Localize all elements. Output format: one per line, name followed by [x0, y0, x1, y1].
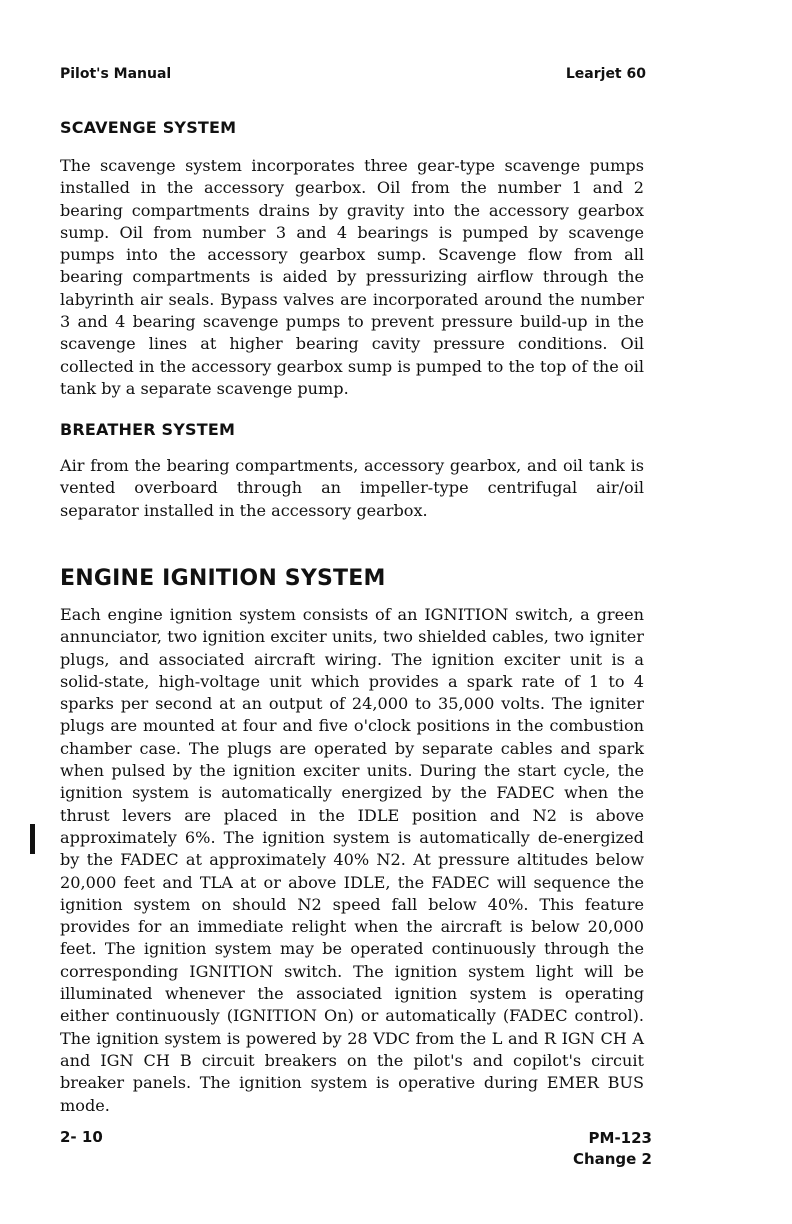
scavenge-heading: SCAVENGE SYSTEM	[60, 118, 237, 137]
page-header	[60, 66, 646, 82]
ignition-paragraph: Each engine ignition system consists of an IGNITION switch, a green annunciator, two ignition exciter units, two shielded cables, two igniter plugs, and associated aircraft wiring. The ignition exciter unit is a solid-state, high-voltage unit which provides a spark rate of 1 to 4 sparks per second at an output of 24,000 to 35,000 volts. The igniter plugs are mounted at four and five o'clock positions in the combustion chamber case. The plugs are operated by separate cables and spark when pulsed by the ignition exciter units. During the start cycle, the ignition system is automatically energized by the FADEC when the thrust levers are placed in the IDLE position and N2 is above approximately 6%. The ignition system is automatically de-energized by the FADEC at approximately 40% N2. At pressure altitudes below 20,000 feet and TLA at or above IDLE, the FADEC will sequence the ignition system on should N2 speed fall below 40%. This feature provides for an immediate relight when the aircraft is below 20,000 feet. The ignition system may be operated continuously through the corresponding IGNITION switch. The ignition system light will be illuminated whenever the associated ignition system is operating either continuously (IGNITION On) or automatically (FADEC control). The ignition system is powered by 28 VDC from the L and R IGN CH A and IGN CH B circuit breakers on the pilot's and copilot's circuit breaker panels. The ignition system is operative during EMER BUS mode.	[60, 605, 644, 1115]
scavenge-paragraph: The scavenge system incorporates three gear-type scavenge pumps installed in the accessory gearbox. Oil from the number 1 and 2 bearing compartments drains by gravity into the accessory gearbox sump. Oil from number 3 and 4 bearings is pumped by scavenge pumps into the accessory gearbox sump. Scavenge flow from all bearing compartments is aided by pressurizing airflow through the labyrinth air seals. Bypass valves are incorporated around the number 3 and 4 bearing scavenge pumps to prevent pressure build-up in the scavenge lines at higher bearing cavity pressure conditions. Oil collected in the accessory gearbox sump is pumped to the top of the oil tank by a separate scavenge pump.	[60, 156, 644, 398]
ignition-heading: ENGINE IGNITION SYSTEM	[60, 566, 386, 591]
header-manual-title: Pilot's Manual	[60, 66, 172, 82]
document-id: PM-123	[588, 1129, 652, 1147]
change-number: Change 2	[572, 1150, 652, 1168]
breather-paragraph: Air from the bearing compartments, accessory gearbox, and oil tank is vented overboard through an impeller-type centrifugal air/oil separator installed in the accessory gearbox.	[60, 456, 644, 520]
page-footer-right	[573, 1128, 652, 1170]
revision-change-bar	[30, 824, 35, 854]
page-number: 2- 10	[60, 1128, 103, 1146]
header-aircraft-model: Learjet 60	[565, 66, 646, 82]
breather-heading: BREATHER SYSTEM	[60, 420, 236, 439]
